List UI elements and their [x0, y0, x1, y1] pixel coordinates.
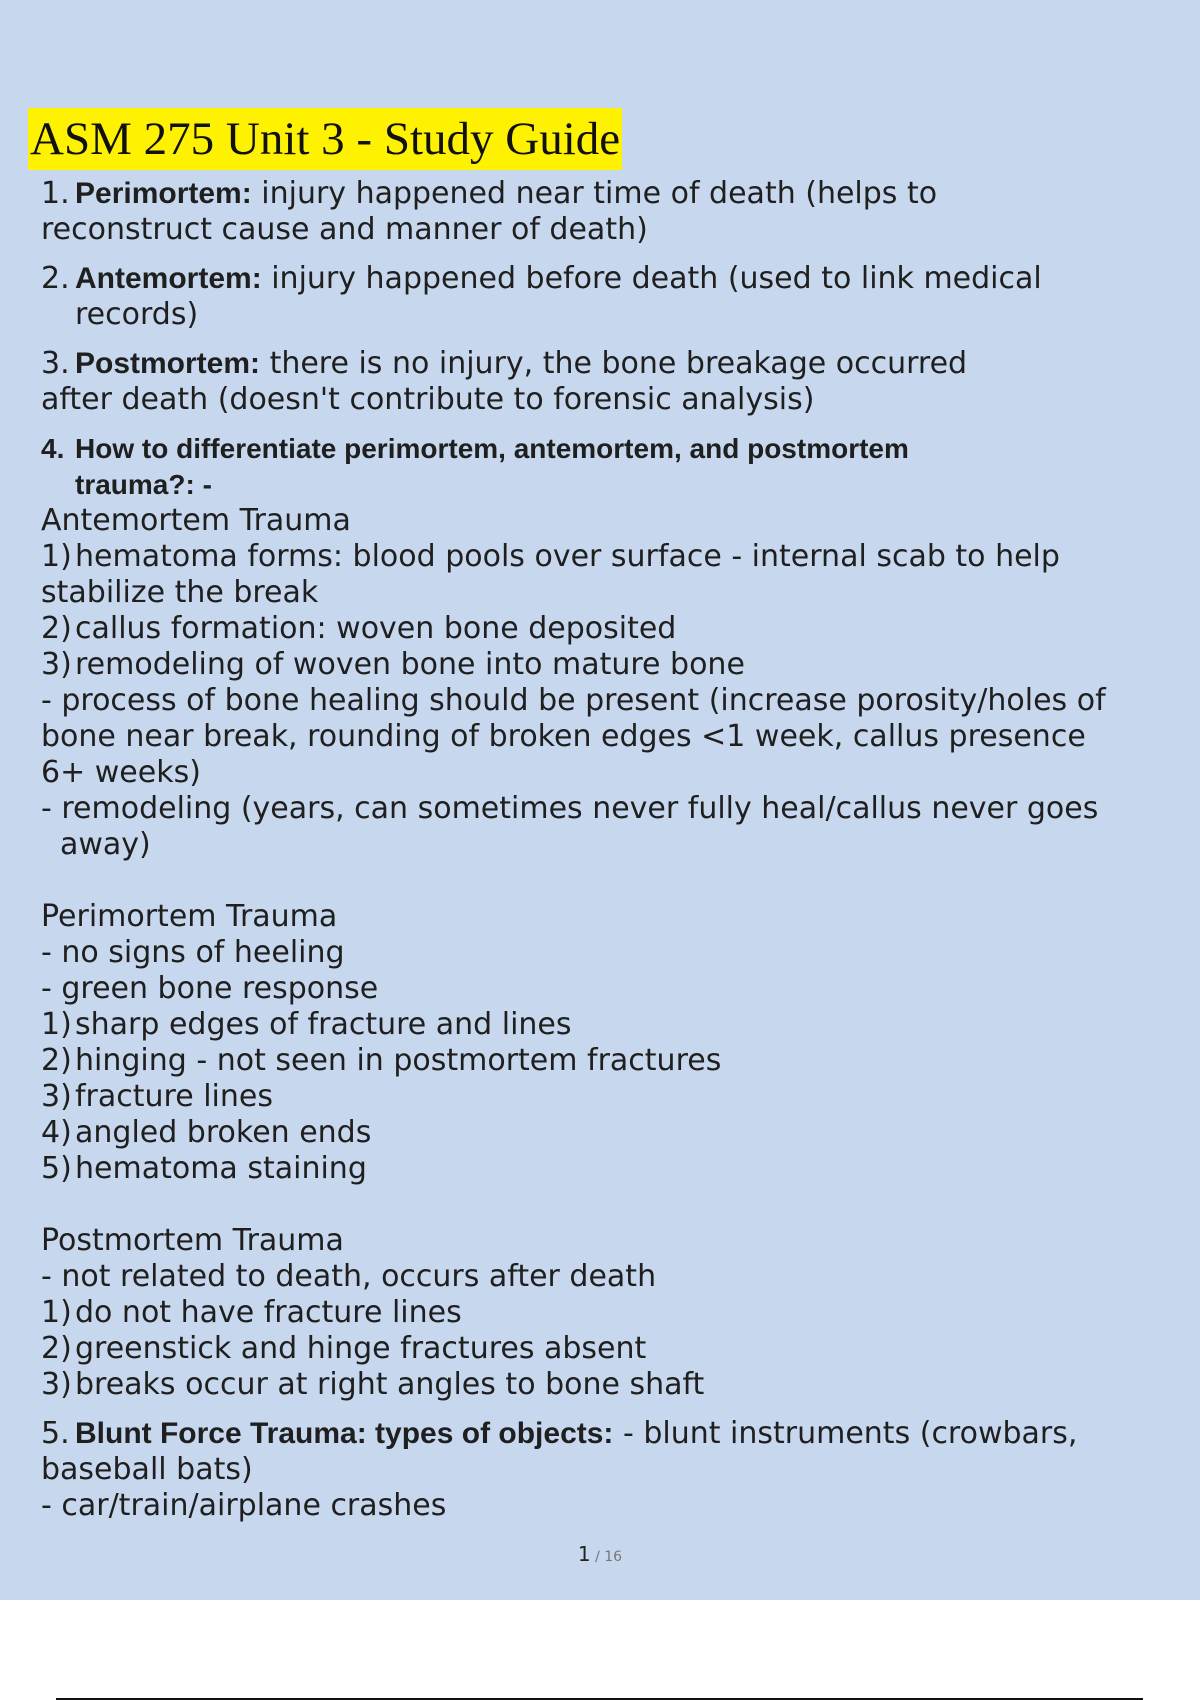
question-heading-cont: trauma?: - — [75, 469, 212, 500]
note-line-cont: 6+ weeks) — [41, 755, 201, 790]
list-item: 5) hematoma staining — [41, 1151, 367, 1186]
note-line: - no signs of heeling — [41, 935, 345, 970]
list-item: 2) callus formation: woven bone deposited — [41, 611, 677, 646]
list-item: 3) remodeling of woven bone into mature bone — [41, 647, 745, 682]
current-page: 1 — [577, 1542, 591, 1566]
section-heading-antemortem: Antemortem Trauma — [41, 503, 351, 538]
term-definition-cont: records) — [75, 297, 199, 332]
term-definition-cont: reconstruct cause and manner of death) — [41, 212, 648, 247]
term-definition: there is no injury, the bone breakage occurred — [260, 346, 968, 381]
note-line-cont: bone near break, rounding of broken edges <1 week, callus presence — [41, 719, 1086, 754]
note-line: - remodeling (years, can sometimes never fully heal/callus never goes — [41, 791, 1099, 826]
note-line: - car/train/airplane crashes — [41, 1488, 447, 1523]
list-item: 2) hinging - not seen in postmortem fractures — [41, 1043, 722, 1078]
item-number: 3. — [41, 346, 70, 381]
item-number: 2. — [41, 261, 70, 296]
item-number: 5. — [41, 1416, 70, 1451]
list-item: 1) hematoma forms: blood pools over surface - internal scab to help — [41, 539, 1060, 574]
list-item: 3) breaks occur at right angles to bone shaft — [41, 1367, 705, 1402]
list-item: 2) greenstick and hinge fractures absent — [41, 1331, 647, 1366]
section-heading-postmortem: Postmortem Trauma — [41, 1223, 344, 1258]
note-line: - not related to death, occurs after death — [41, 1259, 657, 1294]
list-item-antemortem — [41, 261, 1191, 297]
list-item-blunt-force — [41, 1416, 1191, 1452]
list-item: 3) fracture lines — [41, 1079, 273, 1114]
term-definition: - blunt instruments (crowbars, — [613, 1416, 1078, 1451]
note-line-cont: away) — [60, 827, 151, 862]
list-item: 4) angled broken ends — [41, 1115, 372, 1150]
term-label: Antemortem: — [75, 262, 262, 295]
list-item: 1) do not have fracture lines — [41, 1295, 462, 1330]
note-line: - process of bone healing should be present (increase porosity/holes of — [41, 683, 1106, 718]
term-definition-cont: baseball bats) — [41, 1452, 253, 1487]
total-pages: 16 — [604, 1549, 623, 1565]
term-label: Perimortem: — [75, 177, 252, 210]
page-indicator — [0, 1542, 1200, 1566]
list-item-differentiate — [41, 431, 1191, 467]
term-label: Blunt Force Trauma: types of objects: — [75, 1417, 614, 1450]
term-definition: injury happened near time of death (helps to — [251, 176, 938, 211]
term-label: Postmortem: — [75, 347, 261, 380]
item-number: 1. — [41, 176, 70, 211]
study-guide-content — [41, 176, 1191, 1524]
term-definition-cont: after death (doesn't contribute to forensic analysis) — [41, 382, 815, 417]
list-item-cont: stabilize the break — [41, 575, 319, 610]
list-item-postmortem — [41, 346, 1191, 382]
section-heading-perimortem: Perimortem Trauma — [41, 899, 338, 934]
item-number: 4. — [41, 433, 65, 464]
page-separator: / — [590, 1549, 605, 1565]
list-item-perimortem — [41, 176, 1191, 212]
question-heading: How to differentiate perimortem, antemortem, and postmortem — [75, 433, 909, 464]
note-line: - green bone response — [41, 971, 379, 1006]
term-definition: injury happened before death (used to link medical — [261, 261, 1042, 296]
list-item: 1) sharp edges of fracture and lines — [41, 1007, 572, 1042]
page-title: ASM 275 Unit 3 - Study Guide — [28, 108, 622, 170]
